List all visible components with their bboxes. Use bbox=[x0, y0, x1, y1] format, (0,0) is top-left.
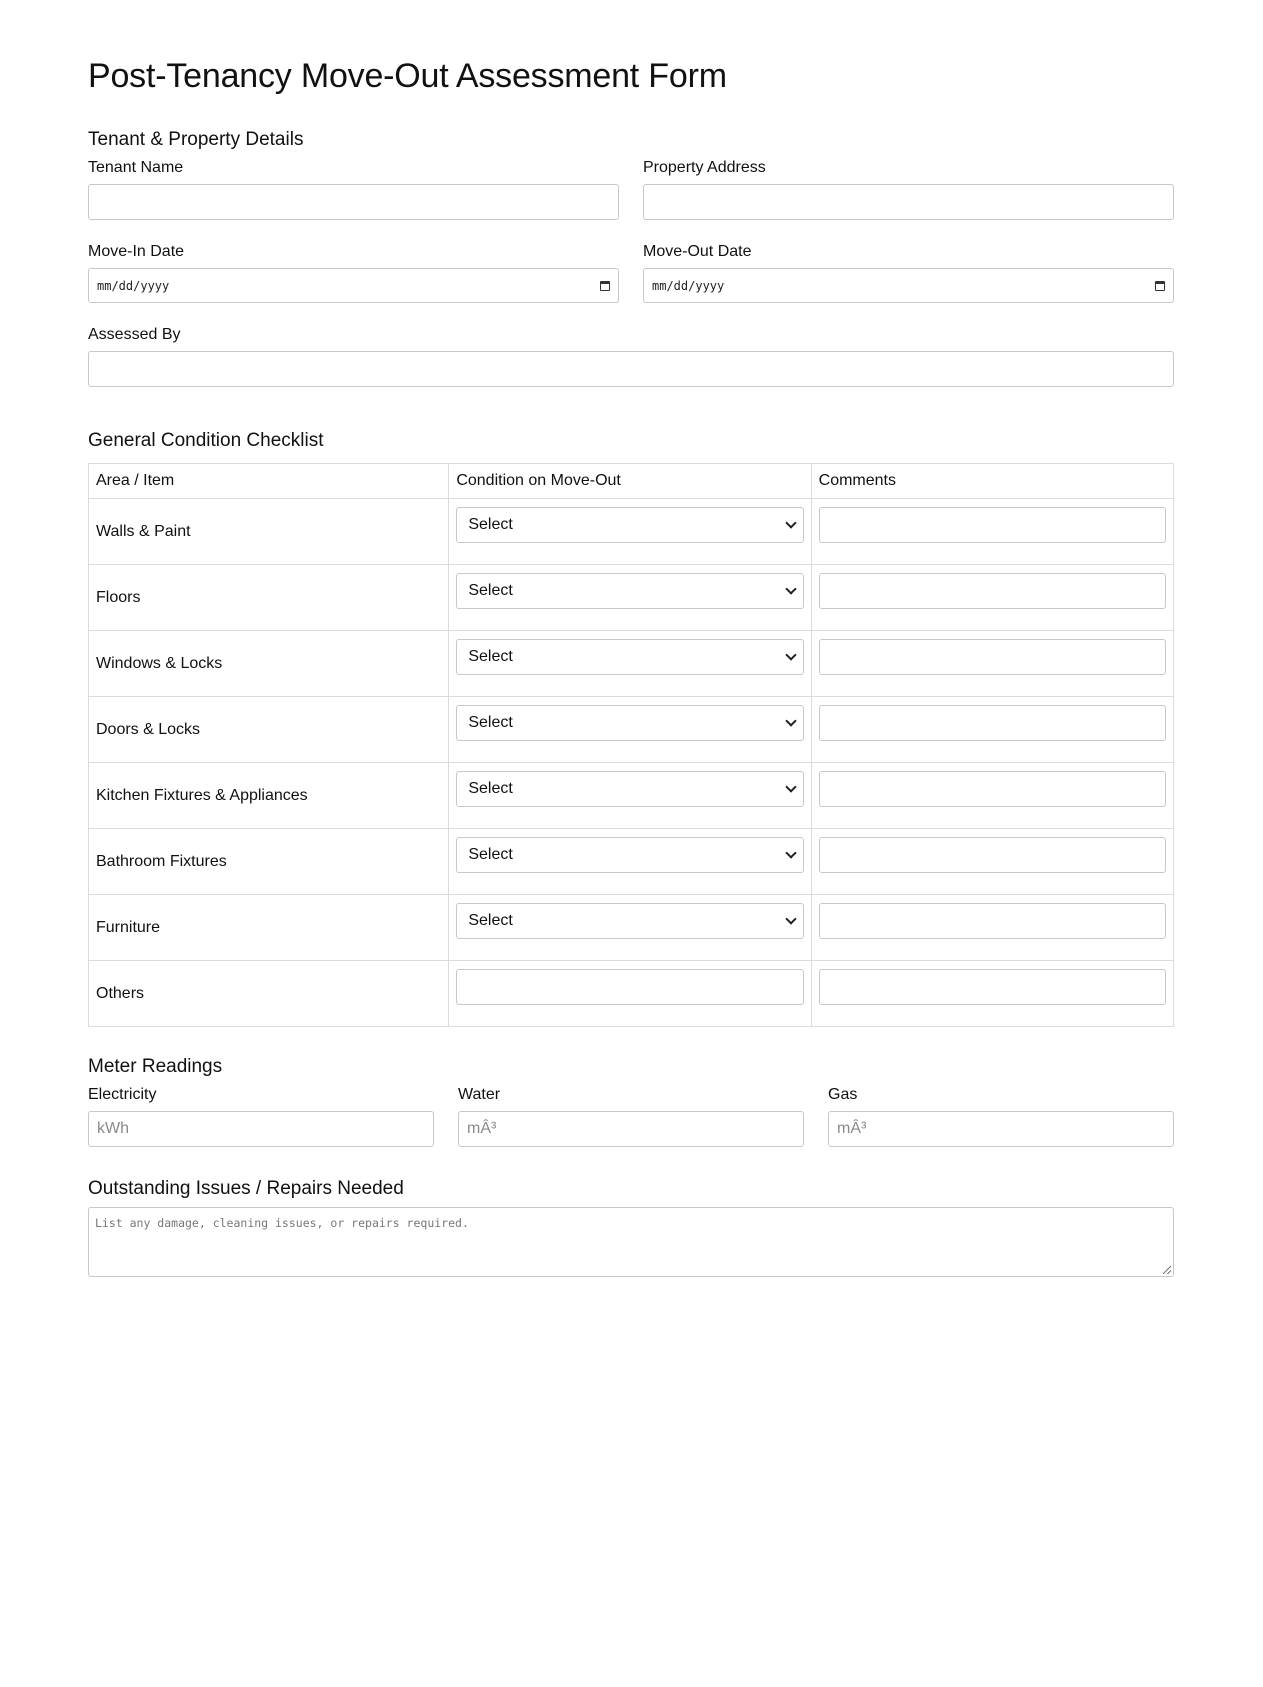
comment-input[interactable] bbox=[819, 837, 1166, 873]
section-heading-checklist: General Condition Checklist bbox=[88, 430, 324, 451]
select-value: Select bbox=[468, 846, 513, 863]
condition-checklist-table bbox=[88, 463, 1174, 1027]
table-row bbox=[89, 895, 1174, 961]
issues-placeholder: List any damage, cleaning issues, or repairs required. bbox=[95, 1216, 469, 1230]
move-out-form bbox=[88, 0, 1174, 1277]
gas-input[interactable] bbox=[828, 1111, 1174, 1147]
gas-label: Gas bbox=[828, 1086, 858, 1103]
page-title: Post-Tenancy Move-Out Assessment Form bbox=[88, 57, 727, 95]
table-row bbox=[89, 829, 1174, 895]
condition-select[interactable] bbox=[456, 573, 803, 609]
condition-select[interactable] bbox=[456, 903, 803, 939]
area-item-label: Walls & Paint bbox=[89, 499, 449, 565]
chevron-down-icon bbox=[785, 583, 796, 594]
section-heading-tenant: Tenant & Property Details bbox=[88, 129, 304, 150]
assessed-by-input[interactable] bbox=[88, 351, 1174, 387]
comment-input[interactable] bbox=[819, 903, 1166, 939]
issues-textarea[interactable] bbox=[88, 1207, 1174, 1277]
select-value: Select bbox=[468, 582, 513, 599]
resize-handle-icon[interactable] bbox=[1163, 1266, 1171, 1274]
chevron-down-icon bbox=[785, 913, 796, 924]
other-condition-input[interactable] bbox=[456, 969, 803, 1005]
water-input[interactable] bbox=[458, 1111, 804, 1147]
select-value: Select bbox=[468, 912, 513, 929]
comment-input[interactable] bbox=[819, 639, 1166, 675]
area-item-label: Furniture bbox=[89, 895, 449, 961]
water-label: Water bbox=[458, 1086, 501, 1103]
table-row bbox=[89, 961, 1174, 1027]
table-row bbox=[89, 565, 1174, 631]
water-field bbox=[458, 1085, 804, 1147]
comment-input[interactable] bbox=[819, 705, 1166, 741]
comment-input[interactable] bbox=[819, 507, 1166, 543]
tenant-name-field bbox=[88, 158, 619, 220]
property-address-label: Property Address bbox=[643, 159, 766, 176]
area-item-label: Bathroom Fixtures bbox=[89, 829, 449, 895]
move-out-date-placeholder: mm/dd/yyyy bbox=[652, 278, 725, 293]
electricity-label: Electricity bbox=[88, 1086, 157, 1103]
area-item-label: Doors & Locks bbox=[89, 697, 449, 763]
chevron-down-icon bbox=[785, 781, 796, 792]
move-out-date-label: Move-Out Date bbox=[643, 243, 752, 260]
condition-select[interactable] bbox=[456, 771, 803, 807]
move-in-date-input[interactable] bbox=[88, 268, 619, 303]
tenant-name-input[interactable] bbox=[88, 184, 619, 220]
column-header-comments: Comments bbox=[811, 464, 1173, 499]
property-address-input[interactable] bbox=[643, 184, 1174, 220]
tenant-name-label: Tenant Name bbox=[88, 159, 184, 176]
area-item-label: Floors bbox=[89, 565, 449, 631]
water-placeholder: mÂ³ bbox=[467, 1120, 497, 1137]
select-value: Select bbox=[468, 780, 513, 797]
section-heading-meters: Meter Readings bbox=[88, 1056, 223, 1077]
condition-select[interactable] bbox=[456, 705, 803, 741]
electricity-placeholder: kWh bbox=[97, 1120, 129, 1137]
table-row bbox=[89, 697, 1174, 763]
condition-select[interactable] bbox=[456, 837, 803, 873]
area-item-label: Windows & Locks bbox=[89, 631, 449, 697]
comment-input[interactable] bbox=[819, 969, 1166, 1005]
table-row bbox=[89, 499, 1174, 565]
comment-input[interactable] bbox=[819, 573, 1166, 609]
table-header-row bbox=[89, 464, 1174, 499]
move-out-date-input[interactable] bbox=[643, 268, 1174, 303]
condition-select[interactable] bbox=[456, 639, 803, 675]
electricity-input[interactable] bbox=[88, 1111, 434, 1147]
column-header-condition: Condition on Move-Out bbox=[449, 464, 811, 499]
electricity-field bbox=[88, 1085, 434, 1147]
area-item-label: Others bbox=[89, 961, 449, 1027]
calendar-icon[interactable] bbox=[1155, 281, 1165, 291]
move-in-date-field bbox=[88, 242, 619, 303]
gas-placeholder: mÂ³ bbox=[837, 1120, 867, 1137]
assessed-by-label: Assessed By bbox=[88, 326, 181, 343]
table-row bbox=[89, 631, 1174, 697]
select-value: Select bbox=[468, 714, 513, 731]
select-value: Select bbox=[468, 648, 513, 665]
assessed-by-field bbox=[88, 325, 1174, 387]
move-in-date-placeholder: mm/dd/yyyy bbox=[97, 278, 170, 293]
calendar-icon[interactable] bbox=[600, 281, 610, 291]
column-header-area: Area / Item bbox=[89, 464, 449, 499]
chevron-down-icon bbox=[785, 715, 796, 726]
table-row bbox=[89, 763, 1174, 829]
gas-field bbox=[828, 1085, 1174, 1147]
chevron-down-icon bbox=[785, 649, 796, 660]
property-address-field bbox=[643, 158, 1174, 220]
area-item-label: Kitchen Fixtures & Appliances bbox=[89, 763, 449, 829]
move-in-date-label: Move-In Date bbox=[88, 243, 185, 260]
select-value: Select bbox=[468, 516, 513, 533]
section-heading-issues: Outstanding Issues / Repairs Needed bbox=[88, 1178, 404, 1199]
move-out-date-field bbox=[643, 242, 1174, 303]
comment-input[interactable] bbox=[819, 771, 1166, 807]
chevron-down-icon bbox=[785, 847, 796, 858]
chevron-down-icon bbox=[785, 517, 796, 528]
condition-select[interactable] bbox=[456, 507, 803, 543]
